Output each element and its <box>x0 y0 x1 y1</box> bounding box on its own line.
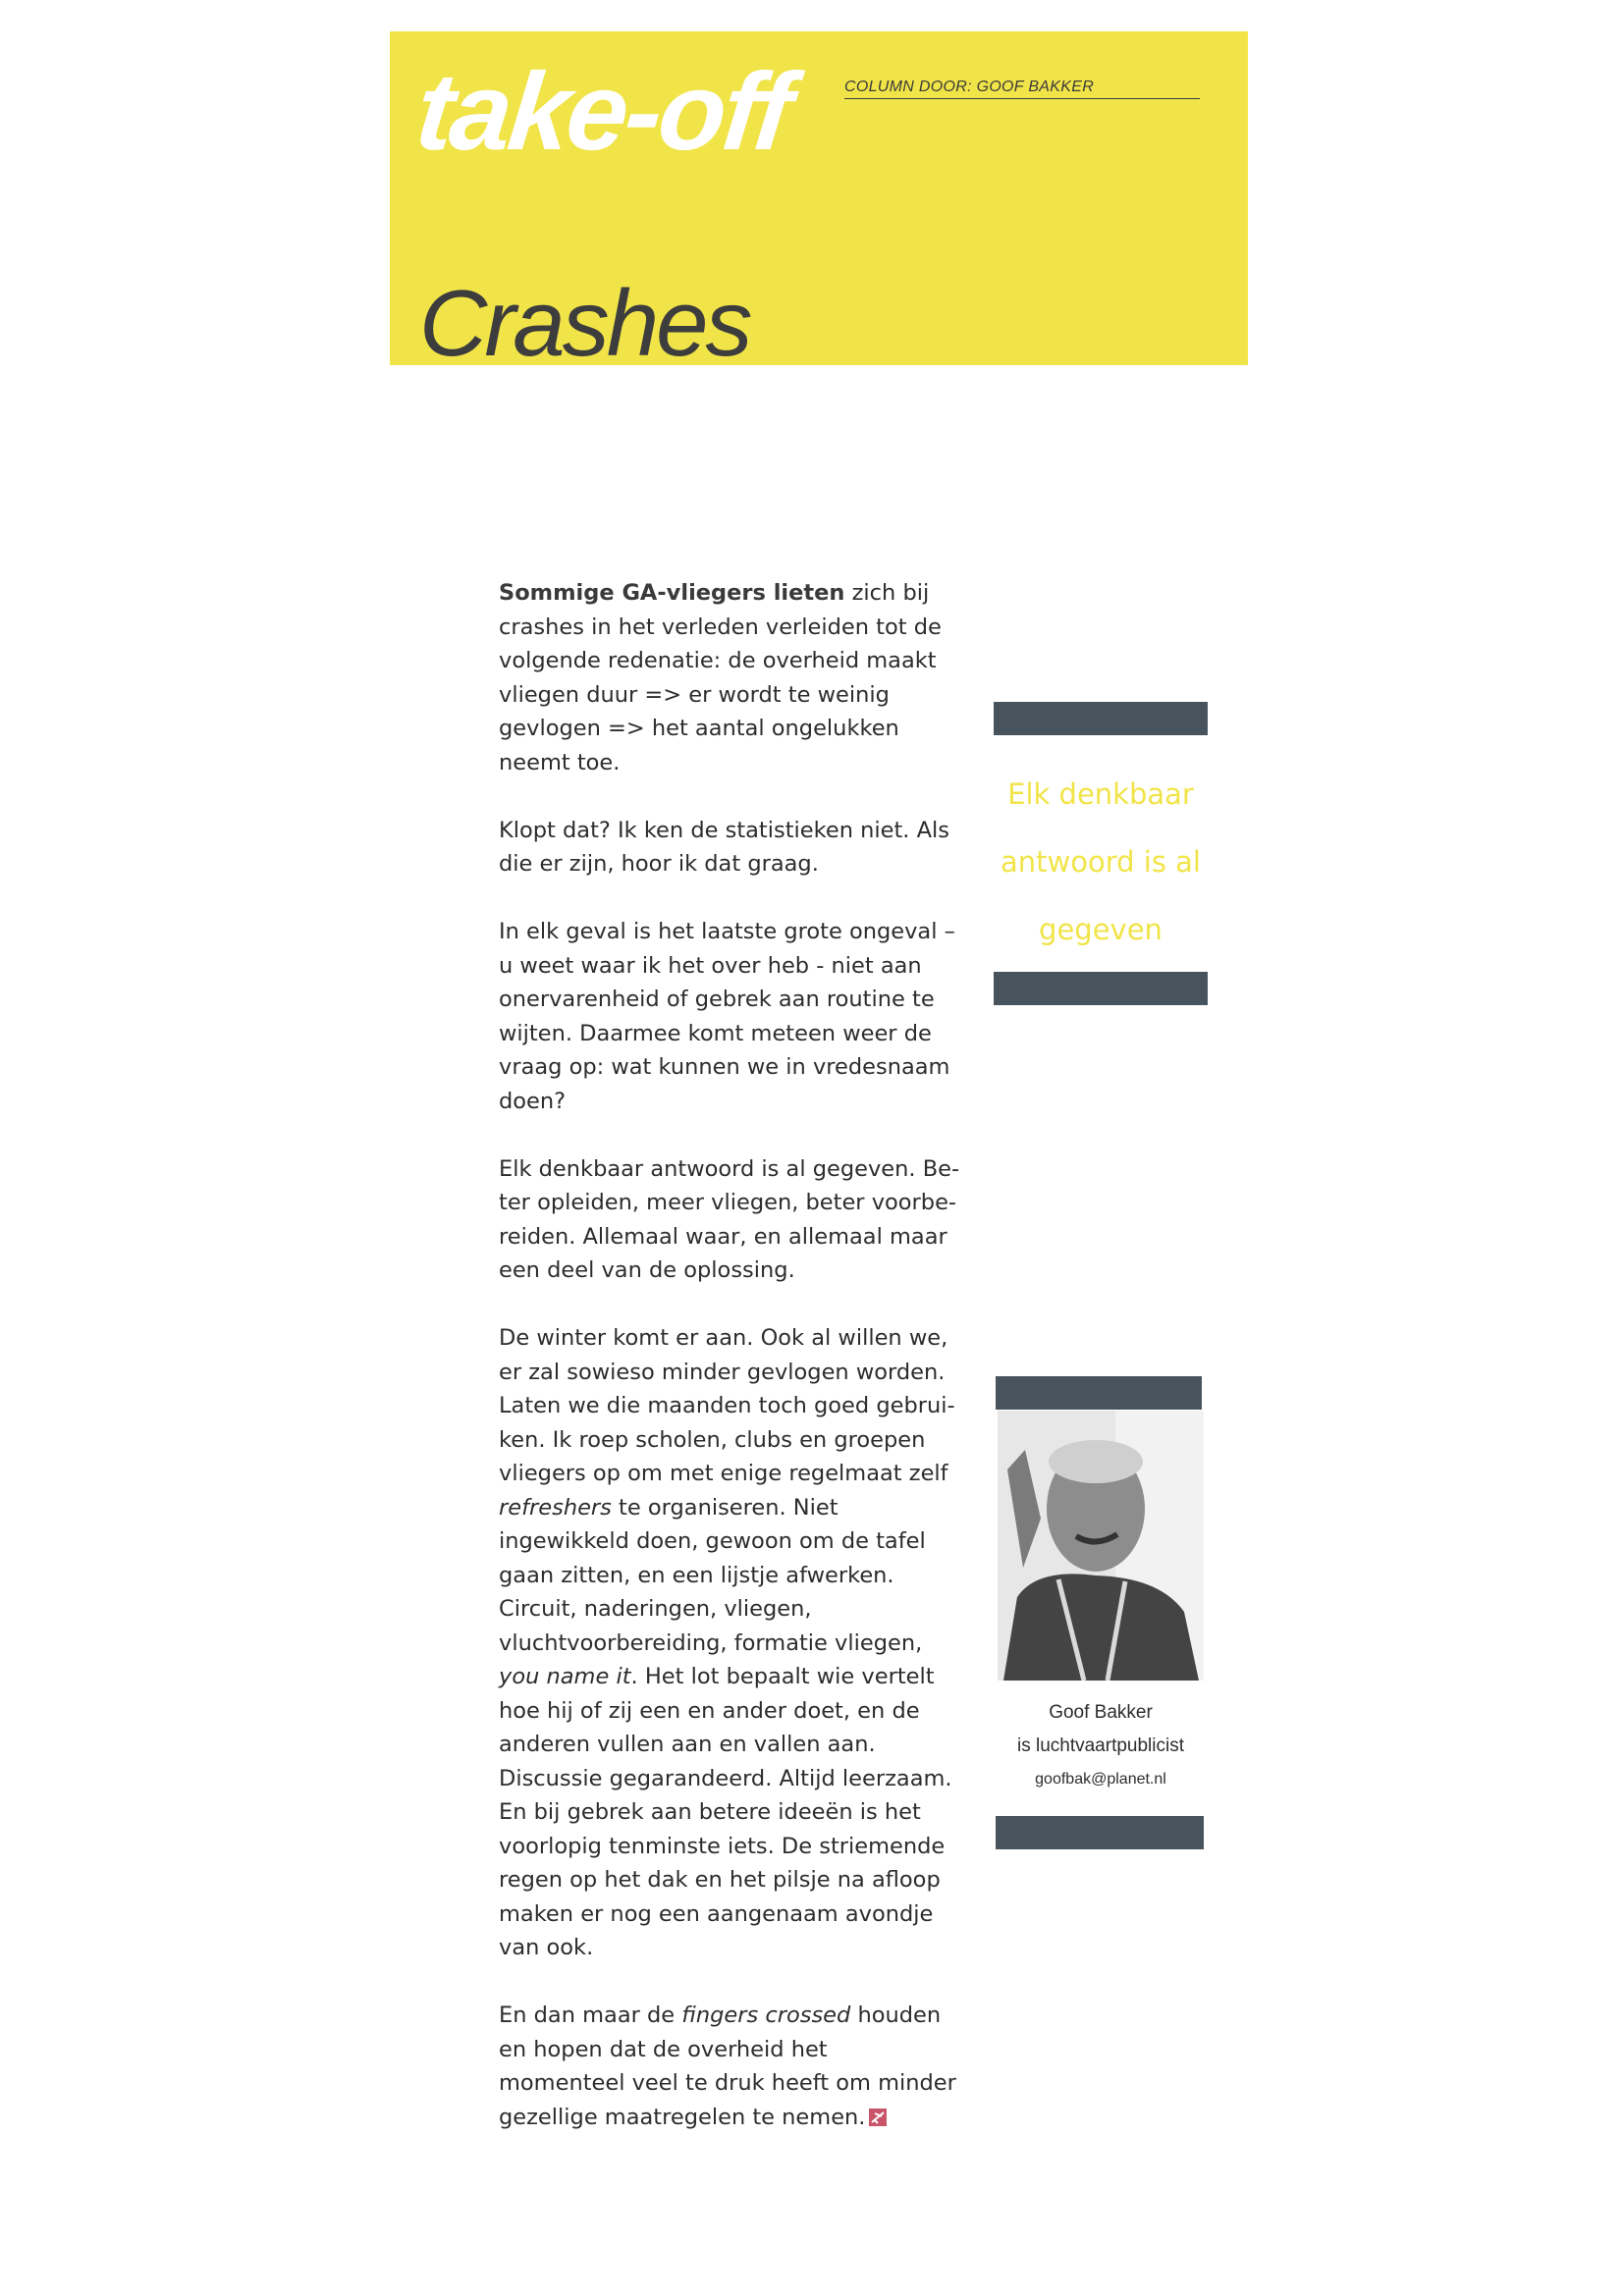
pull-quote-bar-top <box>994 702 1208 735</box>
author-photo <box>998 1411 1204 1681</box>
author-role: is luchtvaartpublicist <box>1016 1735 1185 1756</box>
paragraph-1 <box>499 576 960 779</box>
paragraph-4: Elk denkbaar antwoord is al gegeven. Beter opleiden, meer vliegen, beter voorbereiden. Allemaal waar, en allemaal maar een deel van de oplossing. <box>499 1155 960 1283</box>
page-title: Crashes <box>419 271 750 376</box>
author-bar-bottom <box>996 1816 1204 1849</box>
paragraph-5 <box>499 1321 960 1965</box>
author-name: Goof Bakker <box>1049 1702 1153 1723</box>
paragraph-5-italic-1: refreshers <box>499 1494 612 1521</box>
paragraph-3: In elk geval is het laatste grote ongeval – u weet waar ik het over heb - niet aan onervarenheid of gebrek aan routine te wijten. Daarmee komt meteen weer de vraag op: wat kunnen we in vredesnaam doen? <box>499 919 955 1114</box>
pull-quote: Elk denkbaar antwoord is al gegeven <box>1001 777 1201 946</box>
plane-end-icon <box>869 2109 887 2126</box>
paragraph-6 <box>499 1999 960 2134</box>
paragraph-6-italic: fingers crossed <box>681 2002 851 2028</box>
lead-text: Sommige GA-vliegers lieten <box>499 580 845 606</box>
paragraph-5-text-c: . Het lot bepaalt wie vertelt hoe hij of zij een en ander doet, en de anderen vullen aan en vallen aan. Discussie gegarandeerd. Altijd leerzaam. En bij gebrek aan betere ideeën is het voorlopig tenminste iets. De striemende regen op het dak en het pilsje na afloop maken er nog een aangenaam avondje van ook. <box>499 1664 952 1960</box>
paragraph-5-italic-2: you name it <box>499 1664 631 1689</box>
article-body <box>499 576 960 2168</box>
author-bar-top <box>996 1376 1202 1410</box>
paragraph-5-text-a: De winter komt er aan. Ook al willen we, er zal sowieso minder gevlogen worden. Laten we die maanden toch goed gebruiken. Ik roep scholen, clubs en groepen vliegers op om met enige regelmaat zelf <box>499 1325 955 1486</box>
paragraph-2: Klopt dat? Ik ken de statistieken niet. Als die er zijn, hoor ik dat graag. <box>499 817 949 877</box>
paragraph-6-text-a: En dan maar de <box>499 2002 682 2028</box>
paragraph-1-text: zich bij crashes in het verleden verleiden tot de volgende redenatie: de overheid maakt vliegen duur => er wordt te weinig gevlogen => het aantal ongelukken neemt toe. <box>499 580 942 775</box>
column-credit: COLUMN DOOR: GOOF BAKKER <box>844 79 1200 99</box>
paragraph-6-text-b: houden en hopen dat de overheid het momenteel veel te druk heeft om minder gezellige maatregelen te nemen. <box>499 2002 956 2130</box>
pull-quote-bar-bottom <box>994 972 1208 1005</box>
logo: take-off <box>410 50 796 173</box>
paragraph-5-text-b: te organiseren. Niet ingewikkeld doen, gewoon om de tafel gaan zitten, en een lijstje afwerken. Circuit, naderingen, vliegen, vluchtvoorbereiding, formatie vliegen, <box>499 1494 926 1656</box>
author-email[interactable]: goofbak@planet.nl <box>1035 1771 1166 1788</box>
